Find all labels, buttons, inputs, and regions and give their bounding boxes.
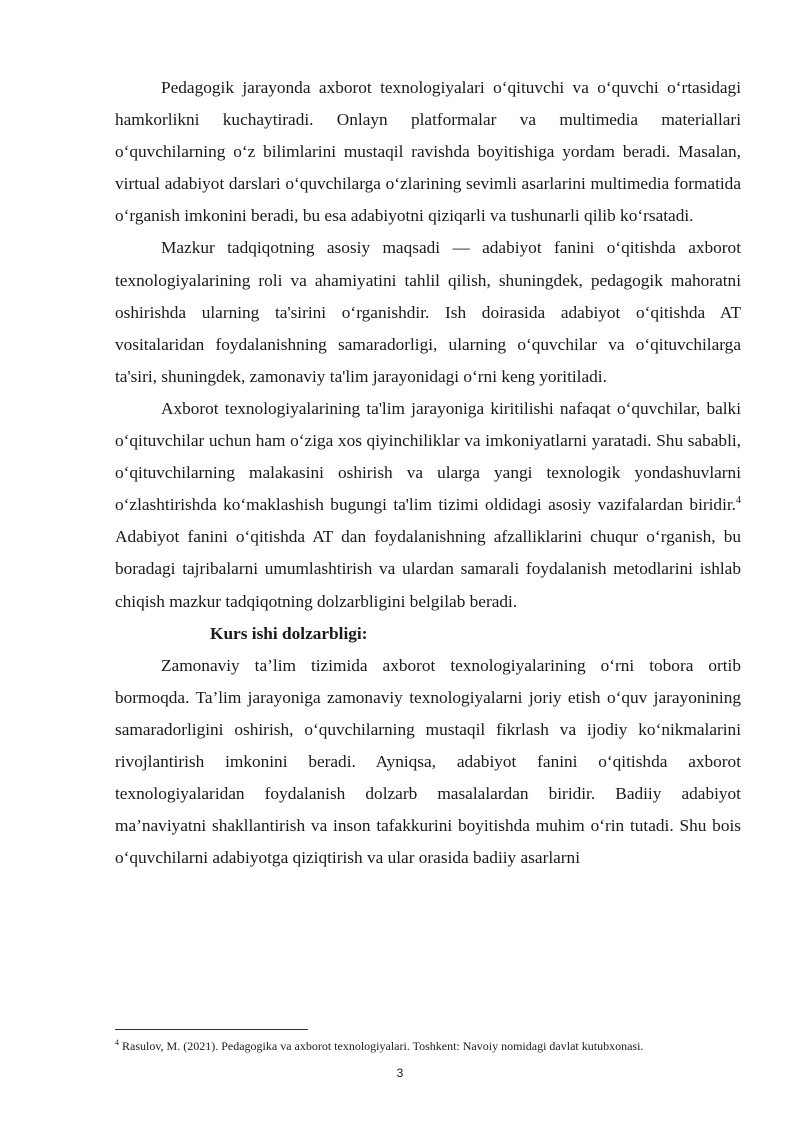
section-heading: Kurs ishi dolzarbligi: (210, 623, 368, 643)
footnote (115, 1038, 755, 1054)
footnote-text: Rasulov, M. (2021). Pedagogika va axborot texnologiyalari. Toshkent: Navoiy nomidagi davlat kutubxonasi. (119, 1039, 644, 1053)
paragraph-4: Zamonaviy ta’lim tizimida axborot texnologiyalarining o‘rni tobora ortib bormoqda. Ta’lim jarayoniga zamonaviy texnologiyalarni joriy etish o‘quv jarayonining samaradorligini oshirish, o‘quvchilarning mustaqil fikrlash va ijodiy ko‘nikmalarini rivojlantirish imkonini beradi. Ayniqsa, adabiyot fanini o‘qitishda axborot texnologiyalaridan foydalanish dolzarb masalalardan biridir. Badiiy adabiyot ma’naviyatni shakllantirish va inson tafakkurini boyitishda muhim o‘rin tutadi. Shu bois o‘quvchilarni adabiyotga qiziqtirish va ular orasida badiiy asarlarni (115, 655, 741, 868)
footnote-reference[interactable]: 4 (736, 495, 741, 507)
paragraph-3-part-1: Axborot texnologiyalarining ta'lim jarayoniga kiritilishi nafaqat o‘quvchilar, balki o‘qituvchilar uchun ham o‘ziga xos qiyinchiliklar va imkoniyatlarni yaratadi. Shu sababli, o‘qituvchilarning malakasini oshirish va ularga yangi texnologik yondashuvlarni o‘zlashtirishda ko‘maklashish bugungi ta'lim tizimi oldidagi asosiy vazifalardan biridir. (115, 398, 741, 515)
page-number: 3 (396, 1066, 404, 1080)
body-text (115, 72, 741, 874)
footnote-number: 4 (115, 1038, 119, 1047)
paragraph-2: Mazkur tadqiqotning asosiy maqsadi — adabiyot fanini o‘qitishda axborot texnologiyalarining roli va ahamiyatini tahlil qilish, shuningdek, pedagogik mahoratni oshirishda ularning ta'sirini o‘rganishdir. Ish doirasida adabiyot o‘qitishda AT vositalaridan foydalanishning samaradorligi, ularning o‘quvchilar va o‘qituvchilarga ta'siri, shuningdek, zamonaviy ta'lim jarayonidagi o‘rni keng yoritiladi. (115, 238, 741, 386)
paragraph-3-part-2: Adabiyot fanini o‘qitishda AT dan foydalanishning afzalliklarini chuqur o‘rganish, bu boradagi tajribalarni umumlashtirish va ulardan samarali foydalanish metodlarini ishlab chiqish mazkur tadqiqotning dolzarbligini belgilab beradi. (115, 527, 741, 611)
paragraph-3 (115, 393, 741, 618)
paragraph-1: Pedagogik jarayonda axborot texnologiyalari o‘qituvchi va o‘quvchi o‘rtasidagi hamkorlikni kuchaytiradi. Onlayn platformalar va multimedia materiallari o‘quvchilarning o‘z bilimlarini mustaqil ravishda boyitishiga yordam beradi. Masalan, virtual adabiyot darslari o‘quvchilarga o‘zlarining sevimli asarlarini multimedia formatida o‘rganish imkonini beradi, bu esa adabiyotni qiziqarli va tushunarli qilib ko‘rsatadi. (115, 78, 741, 226)
footnote-divider (115, 1029, 308, 1030)
